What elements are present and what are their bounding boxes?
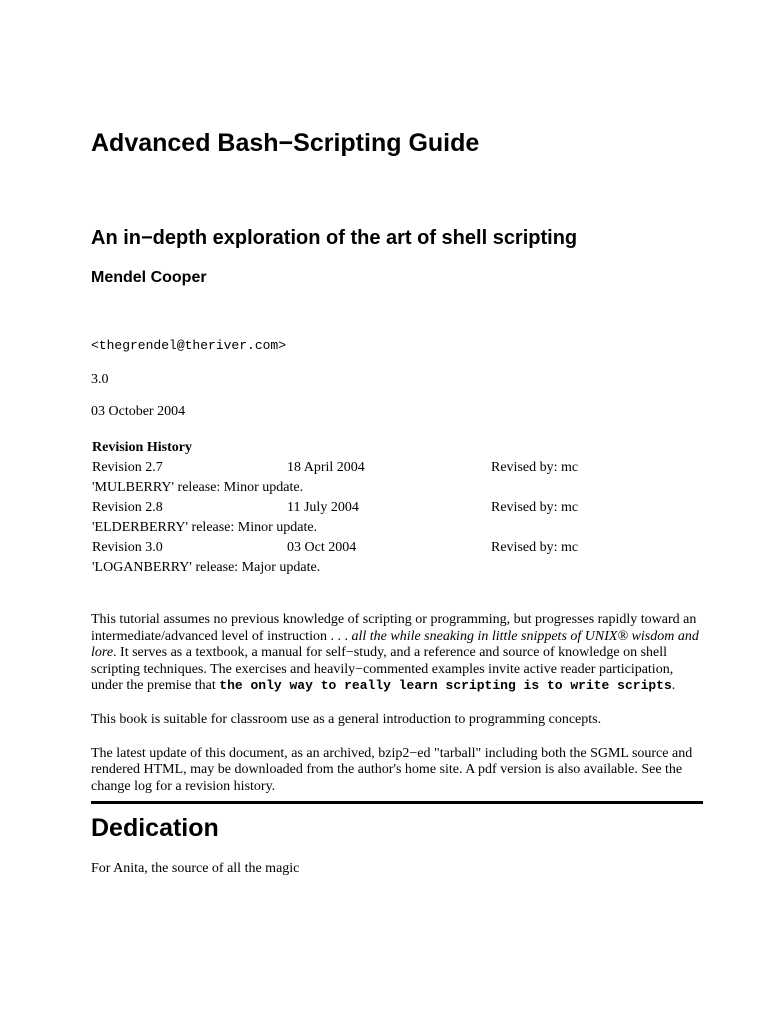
revision-author: Revised by: mc — [491, 460, 579, 475]
revision-history-heading: Revision History — [92, 440, 192, 455]
revision-number: Revision 2.8 — [92, 500, 163, 515]
dedication-heading: Dedication — [91, 814, 219, 842]
abstract-paragraph-1 — [91, 612, 703, 695]
document-subtitle: An in−depth exploration of the art of shell scripting — [91, 227, 578, 249]
revision-note: 'ELDERBERRY' release: Minor update. — [92, 520, 318, 535]
abstract-paragraph-3: The latest update of this document, as an archived, bzip2−ed "tarball" including both the SGML source and rendered HTML, may be downloaded from the author's home site. A pdf version is also available. See the change log for a revision history. — [91, 745, 693, 794]
revision-author: Revised by: mc — [491, 500, 579, 515]
revision-history — [92, 438, 652, 578]
revision-row — [92, 538, 652, 558]
document-version: 3.0 — [91, 372, 109, 387]
revision-row — [92, 498, 652, 518]
revision-number: Revision 2.7 — [92, 460, 163, 475]
document-title: Advanced Bash−Scripting Guide — [91, 129, 480, 157]
abstract — [91, 612, 703, 812]
revision-number: Revision 3.0 — [92, 540, 163, 555]
revision-date: 11 July 2004 — [287, 500, 359, 515]
revision-row — [92, 458, 652, 478]
abstract-p1-start: This tutorial assumes no previous knowledge of scripting or programming, but progresses rapidly toward an intermediate/advanced level of instruction . . . — [91, 612, 697, 644]
abstract-p1-italic: all the while sneaking in little snippets of UNIX® wisdom and lore — [91, 628, 699, 661]
revision-date: 18 April 2004 — [287, 460, 365, 475]
author-name: Mendel Cooper — [91, 269, 207, 286]
dedication-text: For Anita, the source of all the magic — [91, 861, 300, 876]
abstract-p1-end: . — [671, 678, 676, 694]
revision-date: 03 Oct 2004 — [287, 540, 357, 555]
revision-author: Revised by: mc — [491, 540, 579, 555]
revision-note: 'LOGANBERRY' release: Major update. — [92, 560, 321, 575]
abstract-paragraph-2: This book is suitable for classroom use as a general introduction to programming concepts. — [91, 711, 602, 727]
revision-note: 'MULBERRY' release: Minor update. — [92, 480, 304, 495]
author-email: <thegrendel@theriver.com> — [91, 338, 287, 353]
abstract-p1-mid: . It serves as a textbook, a manual for self−study, and a reference and source of knowledge on shell scripting techniques. The exercises and heavily−commented examples invite active reader participation, under the premise that — [91, 645, 674, 694]
abstract-p1-code: the only way to really learn scripting is to write scripts — [219, 678, 672, 694]
document-date: 03 October 2004 — [91, 404, 186, 419]
section-divider — [91, 801, 703, 804]
